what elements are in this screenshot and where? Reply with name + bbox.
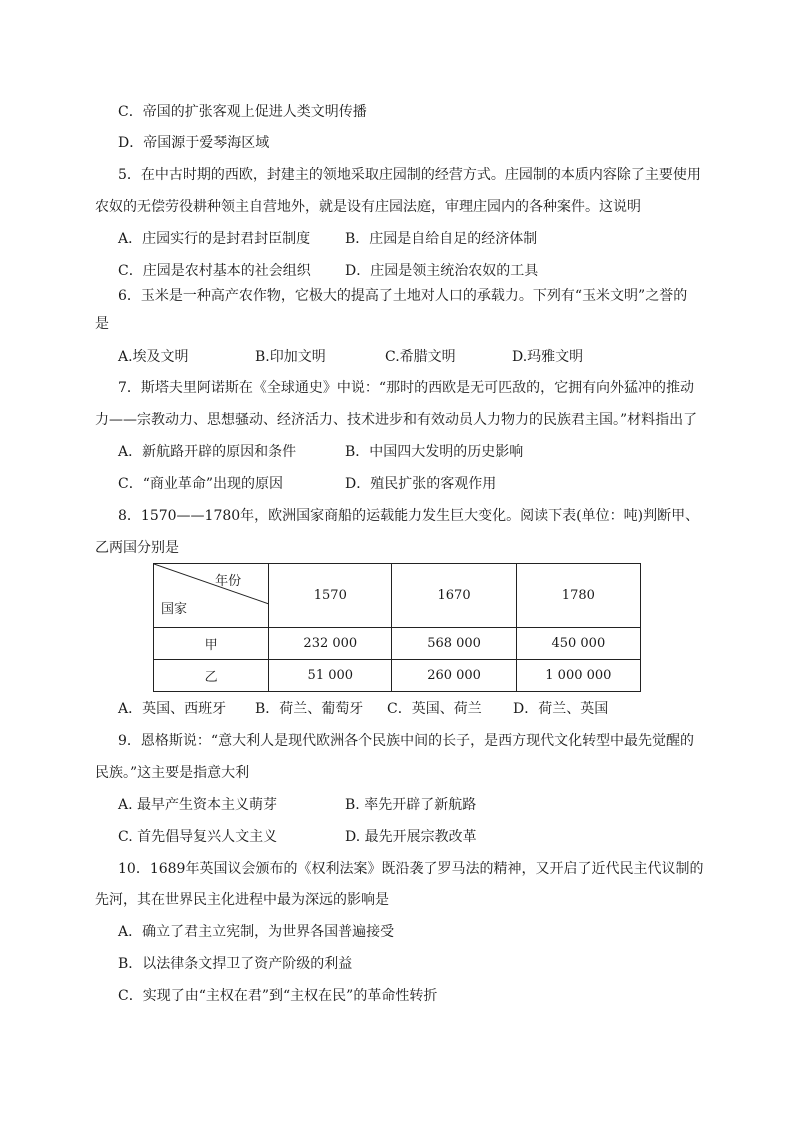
q8-option-a: A．英国、西班牙: [118, 701, 227, 717]
tonnage-table: [153, 563, 641, 692]
country-cell: 乙: [154, 660, 269, 692]
table-row: [154, 628, 641, 660]
q8-stem-line1: 8．1570——1780年，欧洲国家商船的运载能力发生巨大变化。阅读下表(单位：吨)判断甲、: [118, 508, 700, 524]
q10-stem-line2: 先河，其在世界民主化进程中最为深远的影响是: [95, 892, 389, 908]
table-corner-cell: [154, 564, 269, 628]
q5-stem-line1: 5．在中古时期的西欧，封建主的领地采取庄园制的经营方式。庄园制的本质内容除了主要使用: [118, 167, 701, 183]
value-cell: 450 000: [516, 628, 640, 660]
value-cell: 568 000: [392, 628, 516, 660]
q7-option-a: A．新航路开辟的原因和条件: [118, 444, 297, 460]
year-header: 1570: [269, 564, 392, 628]
q7-option-d: D．殖民扩张的客观作用: [345, 476, 497, 492]
value-cell: 51 000: [269, 660, 392, 692]
q5-option-d: D．庄园是领主统治农奴的工具: [345, 263, 539, 279]
q8-option-b: B．荷兰、葡萄牙: [255, 701, 364, 717]
q8-option-d: D．荷兰、英国: [513, 701, 609, 717]
table-header-row: [154, 564, 641, 628]
diagonal-divider: [154, 564, 269, 627]
value-cell: 1 000 000: [516, 660, 640, 692]
q6-option-c: C.希腊文明: [385, 349, 456, 365]
q9-stem-line2: 民族。”这主要是指意大利: [95, 765, 250, 781]
q7-option-b: B．中国四大发明的历史影响: [345, 444, 524, 460]
q10-stem-line1: 10．1689年英国议会颁布的《权利法案》既沿袭了罗马法的精神，又开启了近代民主代议制的: [118, 861, 704, 877]
q9-stem-line1: 9．恩格斯说：“意大利人是现代欧洲各个民族中间的长子，是西方现代文化转型中最先觉醒的: [118, 733, 695, 749]
q6-option-a: A.埃及文明: [118, 349, 189, 365]
q5-option-c: C．庄园是农村基本的社会组织: [118, 263, 311, 279]
q9-option-b: B. 率先开辟了新航路: [345, 797, 477, 813]
q9-option-c: C. 首先倡导复兴人文主义: [118, 829, 278, 845]
q8-option-c: C．英国、荷兰: [387, 701, 482, 717]
q9-option-d: D. 最先开展宗教改革: [345, 829, 477, 845]
header-country-label: 国家: [161, 602, 188, 617]
q8-stem-line2: 乙两国分别是: [95, 540, 179, 556]
year-header: 1670: [392, 564, 516, 628]
q5-option-a: A．庄园实行的是封君封臣制度: [118, 231, 311, 247]
value-cell: 232 000: [269, 628, 392, 660]
q4-option-c: C．帝国的扩张客观上促进人类文明传播: [118, 104, 367, 120]
q5-stem-line2: 农奴的无偿劳役耕种领主自营地外，就是设有庄园法庭，审理庄园内的各种案件。这说明: [95, 199, 641, 215]
header-year-label: 年份: [215, 574, 242, 589]
q5-option-b: B．庄园是自给自足的经济体制: [345, 231, 538, 247]
q7-stem-line2: 力——宗教动力、思想骚动、经济活力、技术进步和有效动员人力物力的民族君主国。”材料指出了: [95, 412, 698, 428]
table-row: [154, 660, 641, 692]
q9-option-a: A. 最早产生资本主义萌芽: [118, 797, 278, 813]
q10-option-b: B．以法律条文捍卫了资产阶级的利益: [118, 956, 353, 972]
q6-stem-line1: 6．玉米是一种高产农作物，它极大的提高了土地对人口的承载力。下列有“玉米文明”之誉的: [118, 288, 688, 304]
q7-stem-line1: 7．斯塔夫里阿诺斯在《全球通史》中说：“那时的西欧是无可匹敌的，它拥有向外猛冲的推动: [118, 380, 695, 396]
q6-stem-line2: 是: [95, 316, 109, 332]
q10-option-a: A．确立了君主立宪制，为世界各国普遍接受: [118, 924, 395, 940]
value-cell: 260 000: [392, 660, 516, 692]
q6-option-d: D.玛雅文明: [512, 349, 584, 365]
q7-option-c: C．“商业革命”出现的原因: [118, 476, 284, 492]
q4-option-d: D．帝国源于爱琴海区域: [118, 135, 270, 151]
q6-option-b: B.印加文明: [255, 349, 326, 365]
year-header: 1780: [516, 564, 640, 628]
q10-option-c: C．实现了由“主权在君”到“主权在民”的革命性转折: [118, 988, 438, 1004]
country-cell: 甲: [154, 628, 269, 660]
